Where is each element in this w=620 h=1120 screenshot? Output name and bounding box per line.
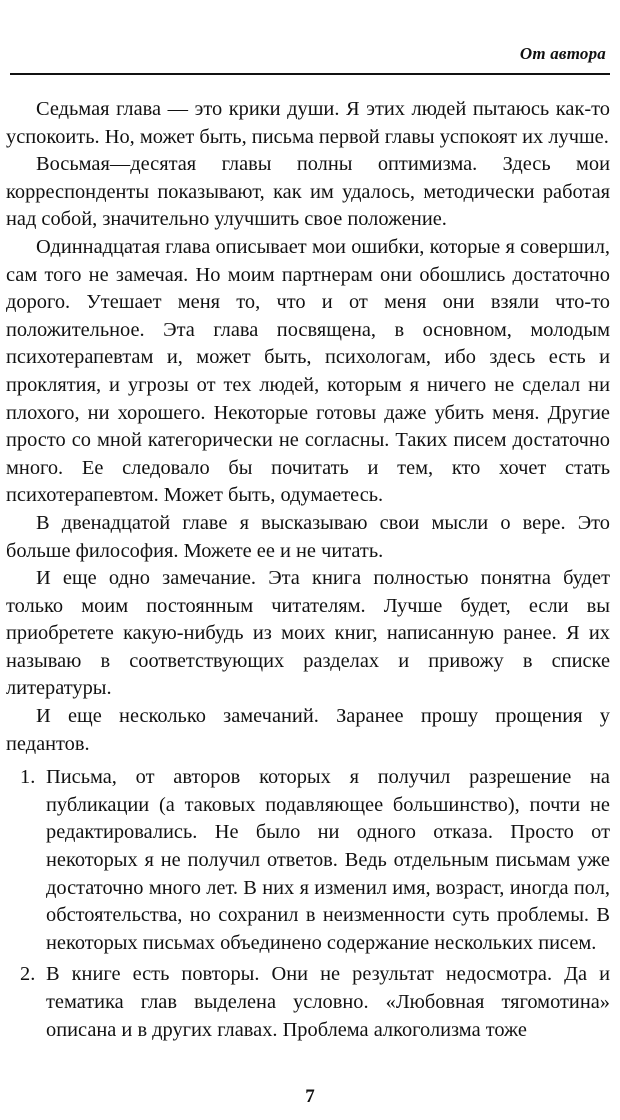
remarks-list <box>6 764 610 1044</box>
list-item-number: 1. <box>20 766 36 789</box>
header-rule <box>10 73 610 75</box>
list-item <box>6 764 610 957</box>
list-item <box>6 961 610 1044</box>
page-number: 7 <box>305 1086 315 1107</box>
running-head-title: От автора <box>519 44 606 63</box>
paragraph-remark: И еще одно замечание. Эта книга полностью понятна будет только моим постоянным читателям. Лучше будет, если вы приобретете какую-нибудь из моих книг, написанную ранее. Я их называю в соответствующих разделах и привожу в списке литературы. <box>6 567 610 700</box>
list-item-text: В книге есть повторы. Они не результат недосмотра. Да и тематика глав выделена условно. «Любовная тягомотина» описана и в других главах. Проблема алкоголизма тоже <box>46 963 610 1041</box>
list-item-text: Письма, от авторов которых я получил разрешение на публикации (а таковых подавляющее большинство), почти не редактировались. Не было ни одного отказа. Просто от некоторых я не получил ответов. Ведь отдельным письмам уже достаточно много лет. В них я изменил имя, возраст, иногда пол, обстоятельства, но сохранил в неизменности суть проблемы. В некоторых письмах объединено содержание нескольких писем. <box>46 766 610 954</box>
paragraph-remarks-intro: И еще несколько замечаний. Заранее прошу прощения у педантов. <box>6 705 610 755</box>
paragraph-chapter-twelve: В двенадцатой главе я высказываю свои мысли о вере. Это больше философия. Можете ее и не читать. <box>6 511 610 562</box>
paragraph-chapter-seven: Седьмая глава — это крики души. Я этих людей пытаюсь как-то успокоить. Но, может быть, письма первой главы успокоят их лучше. <box>6 98 610 148</box>
paragraph-chapters-eight-ten: Восьмая—десятая главы полны оптимизма. Здесь мои корреспонденты показывают, как им удалось, методически работая над собой, значительно улучшить свое положение. <box>6 153 610 231</box>
paragraph-chapter-eleven: Одиннадцатая глава описывает мои ошибки, которые я совершил, сам того не замечая. Но моим партнерам они обошлись достаточно дорого. Утешает меня то, что и от меня они взяли что-то положительное. Эта глава посвящена, в основном, молодым психотерапевтам и, может быть, психологам, ибо здесь есть и проклятия, и угрозы от тех людей, которым я ничего не сделал ни плохого, ни хорошего. Некоторые готовы даже убить меня. Другие просто со мной категорически не согласны. Таких писем достаточно много. Ее следовало бы почитать и тем, кто хочет стать психотерапевтом. Может быть, одумаетесь. <box>6 235 610 507</box>
list-item-number: 2. <box>20 963 36 986</box>
body-text <box>6 96 610 1048</box>
